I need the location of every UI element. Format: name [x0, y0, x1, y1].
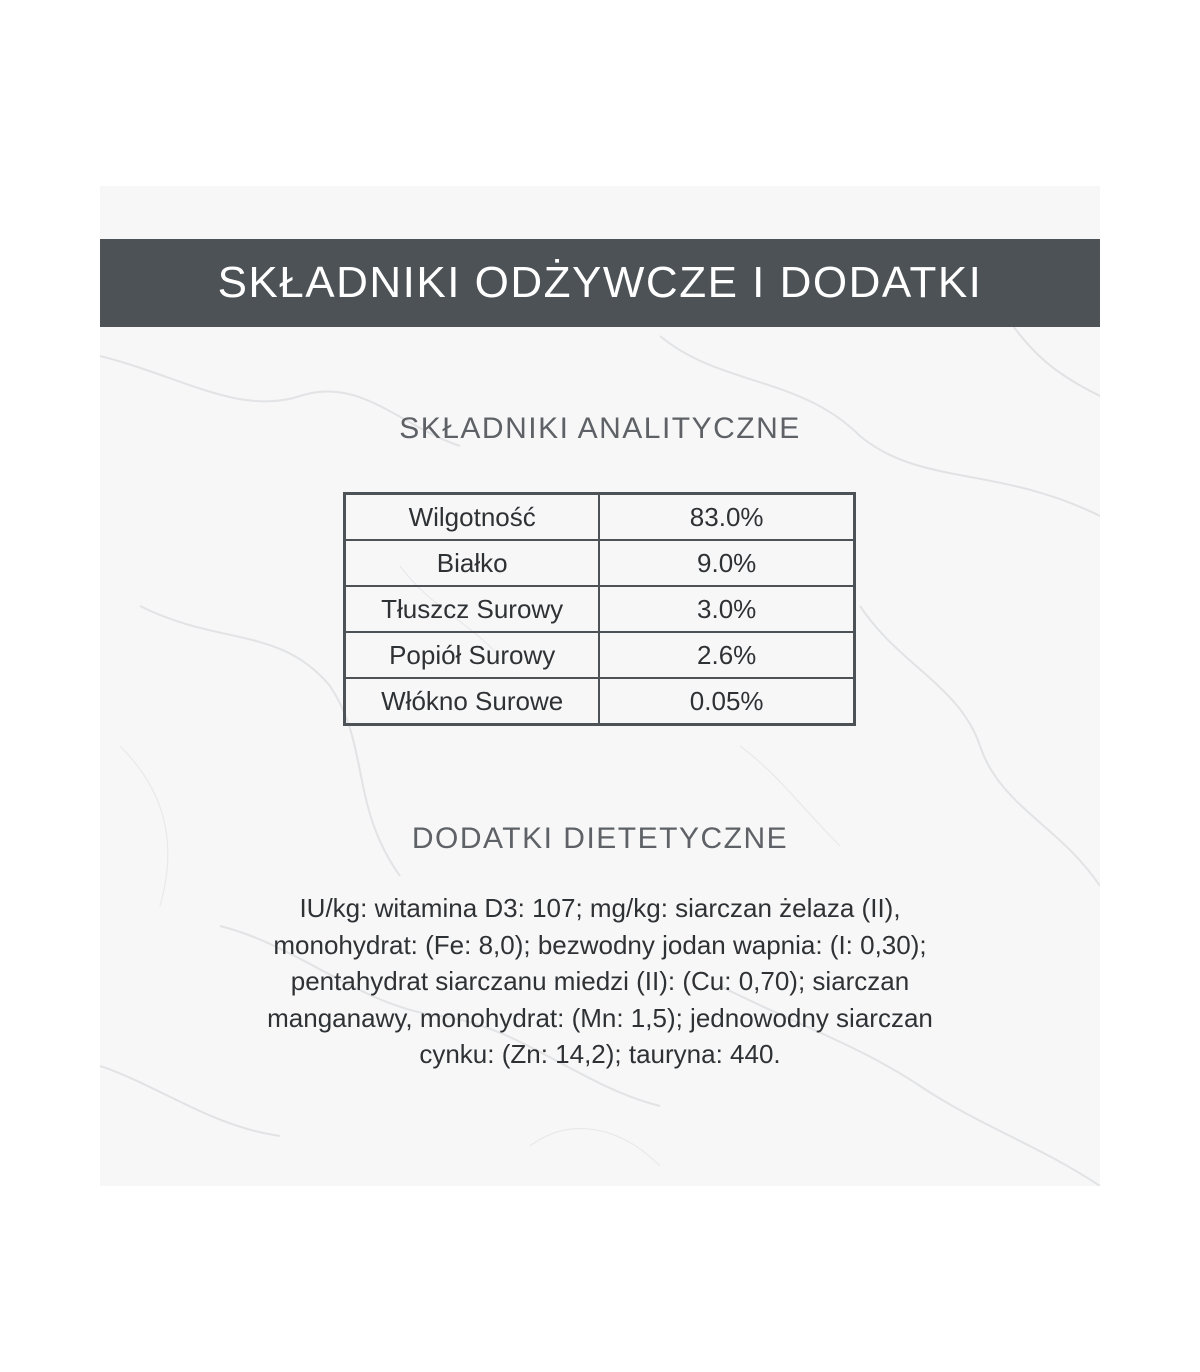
nutrient-value: 0.05% — [599, 678, 854, 725]
additives-line: monohydrat: (Fe: 8,0); bezwodny jodan wapnia: (I: 0,30); — [273, 929, 927, 960]
nutrient-value: 9.0% — [599, 540, 854, 586]
dietary-heading: DODATKI DIETETYCZNE — [411, 822, 789, 855]
page-title: SKŁADNIKI ODŻYWCZE I DODATKI — [217, 258, 983, 307]
nutrient-value: 2.6% — [599, 632, 854, 678]
additives-line: manganawy, monohydrat: (Mn: 1,5); jednowodny siarczan — [267, 1002, 933, 1033]
analytic-heading: SKŁADNIKI ANALITYCZNE — [399, 412, 801, 445]
nutrient-name: Białko — [345, 540, 600, 586]
nutrient-name: Popiół Surowy — [345, 632, 600, 678]
nutrient-name: Tłuszcz Surowy — [345, 586, 600, 632]
nutrient-value: 3.0% — [599, 586, 854, 632]
nutrient-name: Włókno Surowe — [345, 678, 600, 725]
table-row — [345, 494, 855, 541]
table-row — [345, 678, 855, 725]
title-banner — [100, 239, 1100, 327]
nutrient-name: Wilgotność — [345, 494, 600, 541]
nutrient-table — [343, 492, 856, 726]
additives-line: cynku: (Zn: 14,2); tauryna: 440. — [419, 1039, 781, 1069]
table-row — [345, 540, 855, 586]
additives-line: pentahydrat siarczanu miedzi (II): (Cu: 0,70); siarczan — [290, 966, 910, 996]
marble-panel — [100, 186, 1100, 1186]
dietary-additives-text — [180, 890, 1020, 1073]
table-row — [345, 586, 855, 632]
additives-line: IU/kg: witamina D3: 107; mg/kg: siarczan żelaza (II), — [299, 893, 901, 923]
nutrient-value: 83.0% — [599, 494, 854, 541]
table-row — [345, 632, 855, 678]
